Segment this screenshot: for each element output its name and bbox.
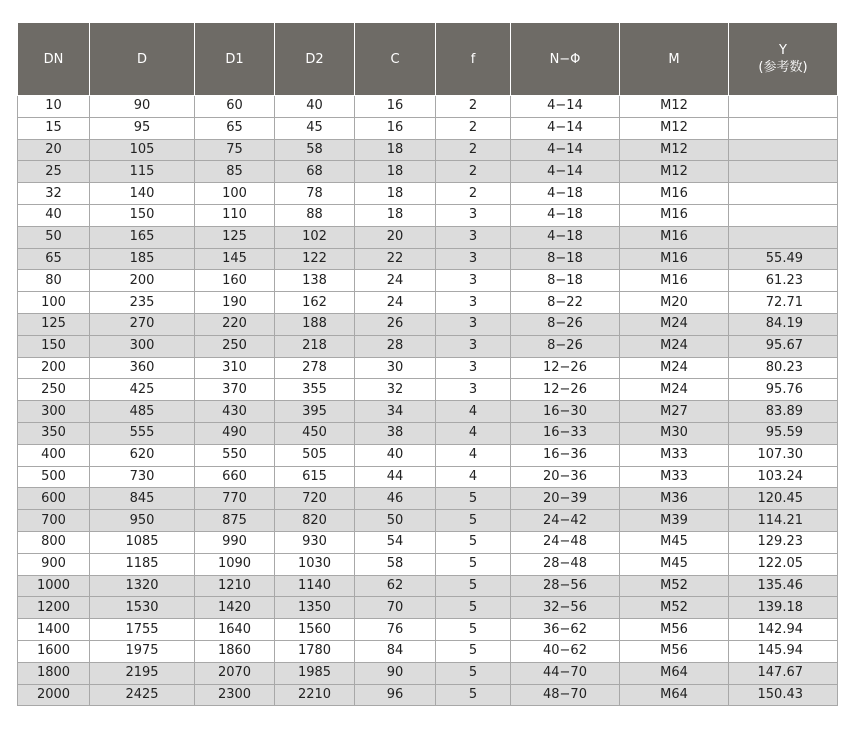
- cell-y: 95.76: [729, 379, 838, 401]
- cell-n-phi: 12−26: [511, 379, 620, 401]
- cell-f: 5: [436, 662, 511, 684]
- table-row: [18, 466, 838, 488]
- cell-m: M24: [620, 313, 729, 335]
- cell-n-phi: 48−70: [511, 684, 620, 706]
- cell-m: M16: [620, 183, 729, 205]
- cell-y: 135.46: [729, 575, 838, 597]
- cell-f: 3: [436, 270, 511, 292]
- cell-m: M30: [620, 422, 729, 444]
- cell-f: 4: [436, 422, 511, 444]
- header-y-label: Y: [779, 43, 787, 58]
- cell-d: 235: [90, 292, 195, 314]
- cell-y: 107.30: [729, 444, 838, 466]
- cell-n-phi: 24−42: [511, 510, 620, 532]
- cell-c: 26: [355, 313, 436, 335]
- cell-f: 5: [436, 597, 511, 619]
- table-row: [18, 422, 838, 444]
- cell-d2: 218: [275, 335, 355, 357]
- cell-dn: 1600: [18, 640, 90, 662]
- cell-n-phi: 8−18: [511, 270, 620, 292]
- cell-y: 95.59: [729, 422, 838, 444]
- cell-d2: 1780: [275, 640, 355, 662]
- cell-d1: 2300: [195, 684, 275, 706]
- cell-y: 122.05: [729, 553, 838, 575]
- cell-f: 2: [436, 183, 511, 205]
- cell-f: 4: [436, 466, 511, 488]
- cell-d2: 395: [275, 401, 355, 423]
- cell-c: 30: [355, 357, 436, 379]
- cell-y: [729, 117, 838, 139]
- cell-d1: 2070: [195, 662, 275, 684]
- cell-d2: 58: [275, 139, 355, 161]
- cell-m: M64: [620, 684, 729, 706]
- cell-d: 2425: [90, 684, 195, 706]
- cell-d2: 138: [275, 270, 355, 292]
- cell-d: 425: [90, 379, 195, 401]
- cell-f: 5: [436, 553, 511, 575]
- cell-n-phi: 4−18: [511, 204, 620, 226]
- cell-f: 3: [436, 204, 511, 226]
- cell-y: [729, 183, 838, 205]
- cell-d: 185: [90, 248, 195, 270]
- cell-y: 139.18: [729, 597, 838, 619]
- cell-y: 120.45: [729, 488, 838, 510]
- cell-y: 72.71: [729, 292, 838, 314]
- cell-f: 5: [436, 510, 511, 532]
- cell-dn: 1400: [18, 619, 90, 641]
- cell-dn: 900: [18, 553, 90, 575]
- cell-dn: 100: [18, 292, 90, 314]
- cell-d2: 1030: [275, 553, 355, 575]
- cell-y: 129.23: [729, 531, 838, 553]
- table-row: [18, 684, 838, 706]
- cell-f: 5: [436, 531, 511, 553]
- cell-c: 20: [355, 226, 436, 248]
- cell-m: M45: [620, 553, 729, 575]
- cell-n-phi: 4−18: [511, 183, 620, 205]
- cell-d2: 450: [275, 422, 355, 444]
- header-d1: D1: [195, 23, 275, 96]
- cell-m: M39: [620, 510, 729, 532]
- cell-d1: 1860: [195, 640, 275, 662]
- cell-c: 84: [355, 640, 436, 662]
- cell-m: M12: [620, 139, 729, 161]
- cell-c: 16: [355, 117, 436, 139]
- cell-dn: 2000: [18, 684, 90, 706]
- cell-d: 150: [90, 204, 195, 226]
- cell-d: 2195: [90, 662, 195, 684]
- cell-d1: 490: [195, 422, 275, 444]
- cell-m: M56: [620, 640, 729, 662]
- cell-d2: 720: [275, 488, 355, 510]
- cell-f: 3: [436, 335, 511, 357]
- header-m: M: [620, 23, 729, 96]
- table-row: [18, 248, 838, 270]
- cell-f: 3: [436, 313, 511, 335]
- cell-dn: 1000: [18, 575, 90, 597]
- cell-d1: 310: [195, 357, 275, 379]
- cell-dn: 25: [18, 161, 90, 183]
- header-y: [729, 23, 838, 96]
- cell-y: [729, 96, 838, 118]
- cell-d: 1755: [90, 619, 195, 641]
- cell-y: 147.67: [729, 662, 838, 684]
- cell-f: 4: [436, 401, 511, 423]
- cell-d2: 1350: [275, 597, 355, 619]
- cell-d1: 65: [195, 117, 275, 139]
- cell-dn: 125: [18, 313, 90, 335]
- cell-d2: 122: [275, 248, 355, 270]
- cell-c: 50: [355, 510, 436, 532]
- cell-d: 200: [90, 270, 195, 292]
- cell-d2: 2210: [275, 684, 355, 706]
- cell-y: 150.43: [729, 684, 838, 706]
- cell-f: 5: [436, 619, 511, 641]
- cell-c: 16: [355, 96, 436, 118]
- cell-n-phi: 40−62: [511, 640, 620, 662]
- cell-m: M52: [620, 575, 729, 597]
- cell-d1: 85: [195, 161, 275, 183]
- cell-d2: 68: [275, 161, 355, 183]
- table-row: [18, 313, 838, 335]
- cell-d: 1320: [90, 575, 195, 597]
- cell-dn: 300: [18, 401, 90, 423]
- cell-d2: 615: [275, 466, 355, 488]
- table-row: [18, 270, 838, 292]
- cell-d: 140: [90, 183, 195, 205]
- table-row: [18, 488, 838, 510]
- cell-f: 2: [436, 139, 511, 161]
- cell-y: [729, 161, 838, 183]
- cell-m: M16: [620, 270, 729, 292]
- table-row: [18, 444, 838, 466]
- header-dn: DN: [18, 23, 90, 96]
- cell-c: 44: [355, 466, 436, 488]
- cell-d1: 250: [195, 335, 275, 357]
- header-d: D: [90, 23, 195, 96]
- table-row: [18, 183, 838, 205]
- cell-d2: 102: [275, 226, 355, 248]
- table-row: [18, 662, 838, 684]
- cell-d1: 190: [195, 292, 275, 314]
- cell-c: 46: [355, 488, 436, 510]
- cell-f: 2: [436, 117, 511, 139]
- cell-dn: 800: [18, 531, 90, 553]
- cell-dn: 250: [18, 379, 90, 401]
- cell-y: 80.23: [729, 357, 838, 379]
- cell-y: 55.49: [729, 248, 838, 270]
- flange-dimension-table: [17, 22, 838, 706]
- table-row: [18, 531, 838, 553]
- cell-d2: 188: [275, 313, 355, 335]
- table-row: [18, 640, 838, 662]
- cell-m: M20: [620, 292, 729, 314]
- cell-dn: 50: [18, 226, 90, 248]
- cell-f: 5: [436, 488, 511, 510]
- cell-d1: 125: [195, 226, 275, 248]
- table-row: [18, 379, 838, 401]
- cell-n-phi: 44−70: [511, 662, 620, 684]
- cell-d1: 990: [195, 531, 275, 553]
- table-row: [18, 335, 838, 357]
- cell-f: 2: [436, 161, 511, 183]
- cell-d1: 770: [195, 488, 275, 510]
- cell-d1: 430: [195, 401, 275, 423]
- cell-d: 1530: [90, 597, 195, 619]
- cell-m: M52: [620, 597, 729, 619]
- cell-d2: 505: [275, 444, 355, 466]
- cell-f: 3: [436, 357, 511, 379]
- cell-d2: 45: [275, 117, 355, 139]
- cell-d: 620: [90, 444, 195, 466]
- cell-d1: 75: [195, 139, 275, 161]
- cell-d: 105: [90, 139, 195, 161]
- cell-n-phi: 4−14: [511, 117, 620, 139]
- cell-f: 5: [436, 684, 511, 706]
- cell-c: 24: [355, 270, 436, 292]
- cell-c: 38: [355, 422, 436, 444]
- cell-n-phi: 4−14: [511, 161, 620, 183]
- cell-n-phi: 12−26: [511, 357, 620, 379]
- cell-dn: 10: [18, 96, 90, 118]
- cell-f: 5: [436, 640, 511, 662]
- table-row: [18, 401, 838, 423]
- cell-d: 95: [90, 117, 195, 139]
- cell-m: M16: [620, 226, 729, 248]
- cell-m: M16: [620, 204, 729, 226]
- cell-y: [729, 139, 838, 161]
- table-body: [18, 96, 838, 706]
- header-f: f: [436, 23, 511, 96]
- cell-dn: 150: [18, 335, 90, 357]
- table-row: [18, 204, 838, 226]
- cell-d: 115: [90, 161, 195, 183]
- cell-d: 165: [90, 226, 195, 248]
- cell-c: 58: [355, 553, 436, 575]
- cell-y: [729, 204, 838, 226]
- cell-n-phi: 16−33: [511, 422, 620, 444]
- cell-dn: 15: [18, 117, 90, 139]
- cell-f: 3: [436, 379, 511, 401]
- cell-m: M33: [620, 444, 729, 466]
- cell-d: 300: [90, 335, 195, 357]
- cell-c: 18: [355, 183, 436, 205]
- table-row: [18, 619, 838, 641]
- cell-n-phi: 8−18: [511, 248, 620, 270]
- cell-d1: 60: [195, 96, 275, 118]
- cell-c: 22: [355, 248, 436, 270]
- cell-dn: 1200: [18, 597, 90, 619]
- cell-m: M56: [620, 619, 729, 641]
- header-row: [18, 23, 838, 96]
- cell-n-phi: 36−62: [511, 619, 620, 641]
- cell-d1: 1210: [195, 575, 275, 597]
- cell-d1: 160: [195, 270, 275, 292]
- cell-y: 61.23: [729, 270, 838, 292]
- cell-d2: 162: [275, 292, 355, 314]
- cell-m: M12: [620, 117, 729, 139]
- cell-m: M33: [620, 466, 729, 488]
- cell-d1: 110: [195, 204, 275, 226]
- table-row: [18, 597, 838, 619]
- cell-m: M12: [620, 96, 729, 118]
- cell-d2: 355: [275, 379, 355, 401]
- cell-c: 40: [355, 444, 436, 466]
- table-row: [18, 161, 838, 183]
- cell-m: M24: [620, 335, 729, 357]
- cell-d: 270: [90, 313, 195, 335]
- cell-c: 90: [355, 662, 436, 684]
- cell-dn: 1800: [18, 662, 90, 684]
- cell-d: 485: [90, 401, 195, 423]
- cell-d1: 370: [195, 379, 275, 401]
- cell-m: M27: [620, 401, 729, 423]
- cell-dn: 65: [18, 248, 90, 270]
- cell-m: M12: [620, 161, 729, 183]
- cell-d1: 660: [195, 466, 275, 488]
- cell-d2: 1985: [275, 662, 355, 684]
- cell-c: 96: [355, 684, 436, 706]
- cell-y: 114.21: [729, 510, 838, 532]
- cell-dn: 700: [18, 510, 90, 532]
- cell-d: 360: [90, 357, 195, 379]
- cell-dn: 40: [18, 204, 90, 226]
- cell-n-phi: 20−39: [511, 488, 620, 510]
- cell-m: M16: [620, 248, 729, 270]
- table-row: [18, 357, 838, 379]
- cell-d: 1975: [90, 640, 195, 662]
- cell-dn: 80: [18, 270, 90, 292]
- cell-d2: 1560: [275, 619, 355, 641]
- table-row: [18, 139, 838, 161]
- cell-d: 950: [90, 510, 195, 532]
- cell-c: 24: [355, 292, 436, 314]
- cell-f: 3: [436, 226, 511, 248]
- cell-c: 76: [355, 619, 436, 641]
- cell-f: 4: [436, 444, 511, 466]
- table-row: [18, 96, 838, 118]
- cell-n-phi: 20−36: [511, 466, 620, 488]
- cell-n-phi: 8−26: [511, 335, 620, 357]
- cell-c: 18: [355, 139, 436, 161]
- cell-n-phi: 24−48: [511, 531, 620, 553]
- cell-dn: 20: [18, 139, 90, 161]
- cell-d2: 78: [275, 183, 355, 205]
- cell-d: 1085: [90, 531, 195, 553]
- cell-d2: 1140: [275, 575, 355, 597]
- table-row: [18, 553, 838, 575]
- cell-dn: 600: [18, 488, 90, 510]
- cell-d: 555: [90, 422, 195, 444]
- header-c: C: [355, 23, 436, 96]
- cell-f: 2: [436, 96, 511, 118]
- cell-f: 5: [436, 575, 511, 597]
- cell-c: 18: [355, 161, 436, 183]
- cell-dn: 200: [18, 357, 90, 379]
- cell-d2: 930: [275, 531, 355, 553]
- cell-n-phi: 4−14: [511, 96, 620, 118]
- cell-y: 103.24: [729, 466, 838, 488]
- cell-c: 34: [355, 401, 436, 423]
- cell-d1: 1090: [195, 553, 275, 575]
- header-d2: D2: [275, 23, 355, 96]
- table-row: [18, 117, 838, 139]
- table-row: [18, 226, 838, 248]
- table-row: [18, 292, 838, 314]
- cell-d2: 820: [275, 510, 355, 532]
- cell-d2: 278: [275, 357, 355, 379]
- cell-n-phi: 32−56: [511, 597, 620, 619]
- cell-f: 3: [436, 248, 511, 270]
- cell-m: M24: [620, 379, 729, 401]
- cell-y: 84.19: [729, 313, 838, 335]
- header-y-note: (参考数): [758, 60, 808, 75]
- cell-d: 90: [90, 96, 195, 118]
- cell-d2: 40: [275, 96, 355, 118]
- cell-d1: 1640: [195, 619, 275, 641]
- cell-y: 83.89: [729, 401, 838, 423]
- table-row: [18, 510, 838, 532]
- cell-m: M45: [620, 531, 729, 553]
- cell-d: 1185: [90, 553, 195, 575]
- cell-n-phi: 28−48: [511, 553, 620, 575]
- cell-d1: 145: [195, 248, 275, 270]
- cell-m: M64: [620, 662, 729, 684]
- cell-d: 845: [90, 488, 195, 510]
- cell-d2: 88: [275, 204, 355, 226]
- cell-c: 32: [355, 379, 436, 401]
- cell-d1: 550: [195, 444, 275, 466]
- cell-c: 28: [355, 335, 436, 357]
- cell-c: 70: [355, 597, 436, 619]
- cell-dn: 350: [18, 422, 90, 444]
- cell-dn: 32: [18, 183, 90, 205]
- cell-d: 730: [90, 466, 195, 488]
- cell-n-phi: 16−36: [511, 444, 620, 466]
- cell-c: 18: [355, 204, 436, 226]
- cell-m: M24: [620, 357, 729, 379]
- cell-dn: 500: [18, 466, 90, 488]
- cell-y: 145.94: [729, 640, 838, 662]
- cell-n-phi: 4−18: [511, 226, 620, 248]
- cell-n-phi: 28−56: [511, 575, 620, 597]
- cell-n-phi: 16−30: [511, 401, 620, 423]
- cell-n-phi: 4−14: [511, 139, 620, 161]
- cell-y: 142.94: [729, 619, 838, 641]
- cell-d1: 1420: [195, 597, 275, 619]
- cell-d1: 875: [195, 510, 275, 532]
- cell-d1: 100: [195, 183, 275, 205]
- table-row: [18, 575, 838, 597]
- cell-c: 54: [355, 531, 436, 553]
- cell-d1: 220: [195, 313, 275, 335]
- cell-y: [729, 226, 838, 248]
- cell-m: M36: [620, 488, 729, 510]
- cell-dn: 400: [18, 444, 90, 466]
- header-n-phi: N−Φ: [511, 23, 620, 96]
- cell-n-phi: 8−22: [511, 292, 620, 314]
- cell-c: 62: [355, 575, 436, 597]
- cell-y: 95.67: [729, 335, 838, 357]
- cell-n-phi: 8−26: [511, 313, 620, 335]
- cell-f: 3: [436, 292, 511, 314]
